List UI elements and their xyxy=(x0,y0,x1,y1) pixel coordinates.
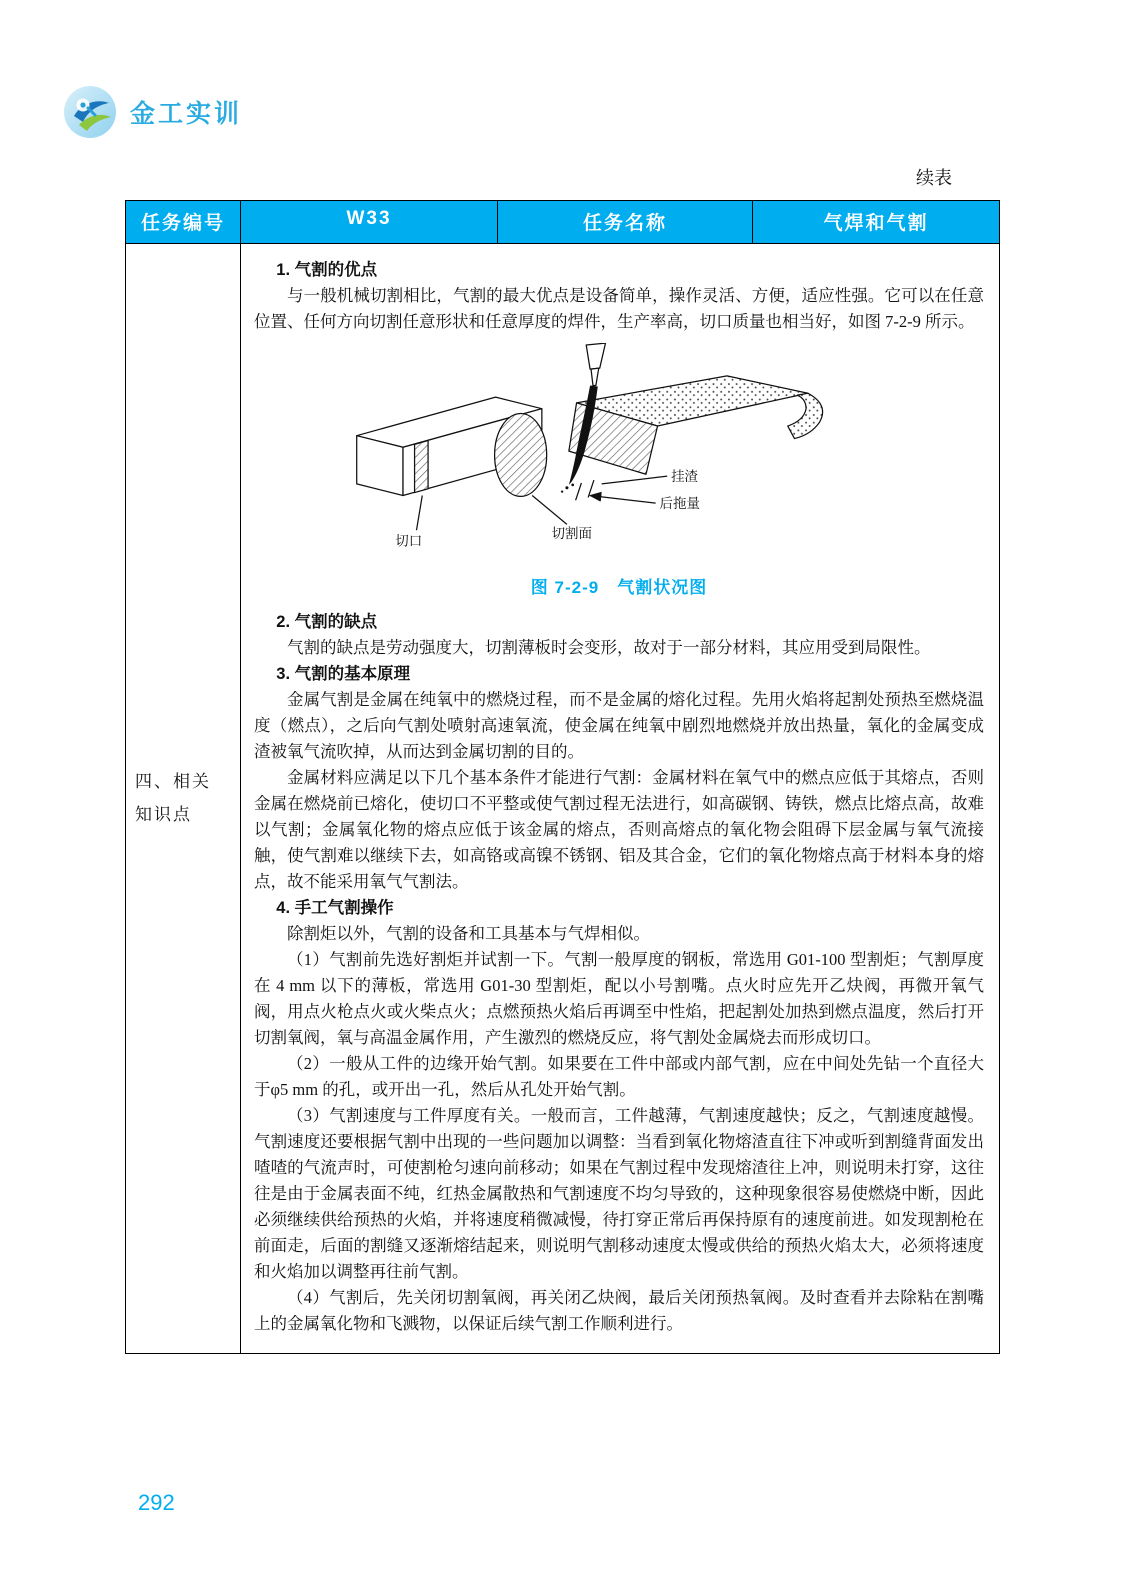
section1-paragraph: 与一般机械切割相比，气割的最大优点是设备简单，操作灵活、方便，适应性强。它可以在任意位置、任何方向切割任意形状和任意厚度的焊件，生产率高，切口质量也相当好，如图 7-2-9 所示。 xyxy=(254,286,984,331)
figure-gas-cutting xyxy=(254,343,984,601)
section1-heading: 1. 气割的优点 xyxy=(276,261,378,279)
section4-item-2: （2）一般从工件的边缘开始气割。如果要在工件中部或内部气割，应在中间处先钻一个直径大于φ5 mm 的孔，或开出一孔，然后从孔处开始气割。 xyxy=(254,1054,984,1099)
table-header-row xyxy=(126,201,999,244)
section3-heading: 3. 气割的基本原理 xyxy=(276,665,411,683)
header-task-number-value: W33 xyxy=(241,201,498,243)
kerf-label: 切口 xyxy=(395,533,423,549)
section4-item-1: （1）气割前先选好割炬并试割一下。气割一般厚度的钢板，常选用 G01-100 型割炬；气割厚度在 4 mm 以下的薄板，常选用 G01-30 型割炬，配以小号割嘴。点火时应先开乙炔阀，再微开氧气阀，用点火枪点火或火柴点火；点燃预热火焰后再调至中性焰，把起割处加热到燃点温度，然后打开切割氧阀，氧与高温金属作用，产生激烈的燃烧反应，将气割处金属烧去而形成切口。 xyxy=(254,950,984,1047)
figure-caption: 图 7-2-9 气割状况图 xyxy=(530,578,708,597)
kerf-leader-line xyxy=(417,495,423,530)
section4-item-4: （4）气割后，先关闭切割氧阀，再关闭乙炔阀，最后关闭预热氧阀。及时查看并去除粘在割嘴上的金属氧化物和飞溅物，以保证后续气割工作顺利进行。 xyxy=(254,1288,984,1333)
page-number: 292 xyxy=(138,1490,175,1515)
section3-paragraph-2: 金属材料应满足以下几个基本条件才能进行气割：金属材料在氧气中的燃点应低于其熔点，否则金属在燃烧前已熔化，使切口不平整或使气割过程无法进行，如高碳钢、铸铁，燃点比熔点高，故难以气割；金属氧化物的熔点应低于该金属的熔点，否则高熔点的氧化物会阻碍下层金属与氧气流接触，使气割难以继续下去，如高铬或高镍不锈钢、铝及其合金，它们的氧化物熔点高于材料本身的熔点，故不能采用氧气气割法。 xyxy=(254,768,984,891)
drag-label: 后拖量 xyxy=(659,496,700,511)
header-task-number-label: 任务编号 xyxy=(126,201,241,243)
slag-speck xyxy=(571,484,574,487)
continued-table-label: 续表 xyxy=(916,168,952,188)
cutting-surface xyxy=(495,414,547,497)
side-label-line2: 知识点 xyxy=(135,804,192,824)
torch-tip xyxy=(591,368,599,385)
drag-arrow xyxy=(590,495,656,503)
brand-logo-icon xyxy=(62,84,118,140)
section4-item-3: （3）气割速度与工件厚度有关。一般而言，工件越薄，气割速度越快；反之，气割速度越慢。气割速度还要根据气割中出现的一些问题加以调整：当看到氧化物熔渣直往下冲或听到割缝背面发出喳喳的气流声时，可使割枪匀速向前移动；如果在气割过程中发现熔渣往上冲，则说明未打穿，这往往是由于金属表面不纯，红热金属散热和气割速度不均匀导致的，这种现象很容易使燃烧中断，因此必须继续供给预热的火焰，并将速度稍微减慢，待打穿正常后再保持原有的速度前进。如发现割枪在前面走，后面的割缝又逐渐熔结起来，则说明气割移动速度太慢或供给的预热火焰太大，必须将速度和火焰加以调整再往前气割。 xyxy=(254,1106,984,1281)
slag-label: 挂渣 xyxy=(671,469,699,484)
brand-title: 金工实训 xyxy=(130,100,243,128)
slag-speck xyxy=(565,486,568,489)
section4-heading: 4. 手工气割操作 xyxy=(276,899,394,917)
drag-tick xyxy=(588,480,594,497)
gas-cutting-diagram xyxy=(349,343,889,565)
brand xyxy=(62,84,242,140)
side-label-line1: 四、相关 xyxy=(135,772,211,792)
cut-piece-droop xyxy=(788,393,823,438)
side-label-cell xyxy=(126,244,241,1353)
torch-body xyxy=(586,343,605,369)
kerf-strip xyxy=(415,441,429,493)
slag-leader-line xyxy=(602,476,668,484)
section2-paragraph: 气割的缺点是劳动强度大，切割薄板时会变形，故对于一部分材料，其应用受到局限性。 xyxy=(287,638,931,657)
drag-tick xyxy=(576,483,582,500)
diagram-shapes xyxy=(357,343,823,530)
table-body-row xyxy=(126,244,999,1353)
header-task-name-label: 任务名称 xyxy=(498,201,753,243)
cutting-surface-label: 切割面 xyxy=(551,525,592,541)
section4-intro: 除割炬以外，气割的设备和工具基本与气焊相似。 xyxy=(287,924,650,943)
header-task-name-value: 气焊和气割 xyxy=(823,213,929,234)
content-cell xyxy=(241,244,999,1353)
section2-heading: 2. 气割的缺点 xyxy=(276,613,378,631)
section3-paragraph-1: 金属气割是金属在纯氧中的燃烧过程，而不是金属的熔化过程。先用火焰将起割处预热至燃烧温度（燃点），之后向气割处喷射高速氧流，使金属在纯氧中剧烈地燃烧并放出热量，氧化的金属变成渣被氧气流吹掉，从而达到金属切割的目的。 xyxy=(254,690,984,761)
task-table xyxy=(125,200,1000,1354)
cutting-surface-leader-line xyxy=(532,495,567,524)
slag-speck xyxy=(561,490,563,492)
